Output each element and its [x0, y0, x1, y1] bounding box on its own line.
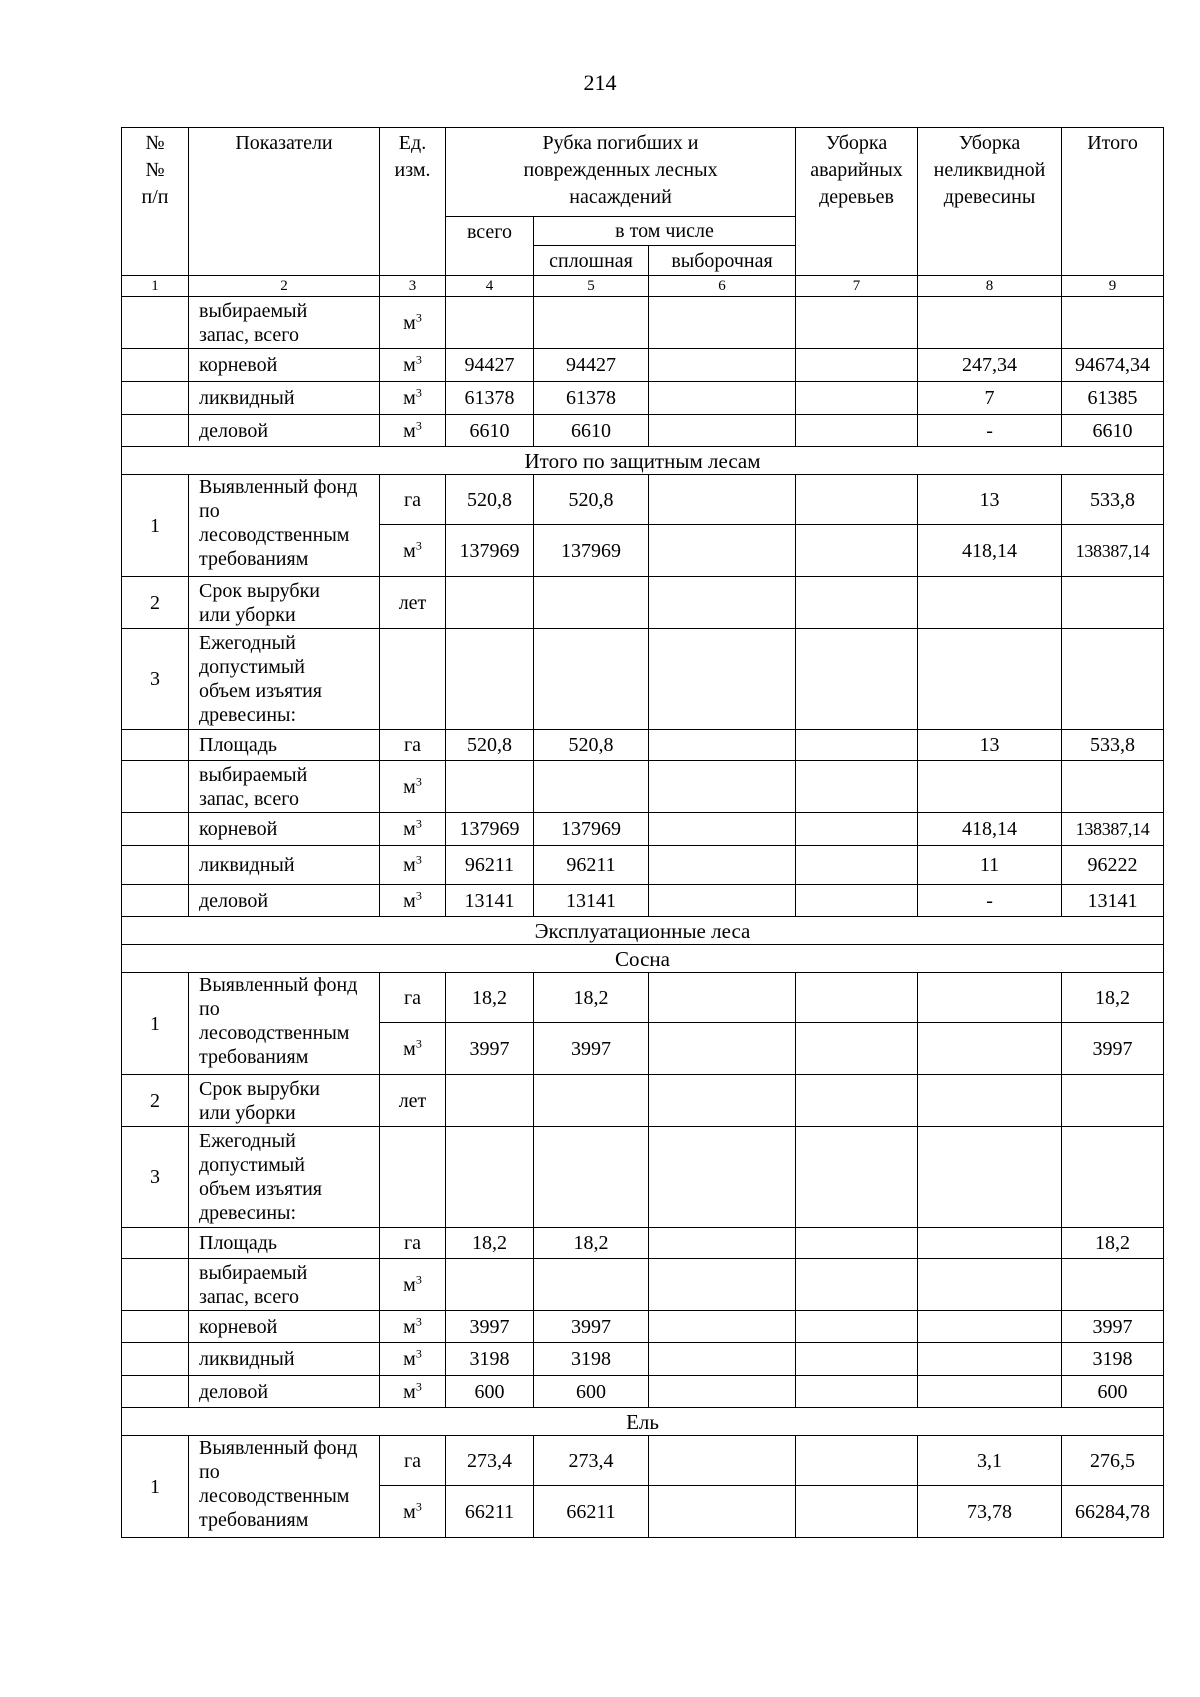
table-row: 3 Ежегодный допустимый объем изъятия древесины:: [122, 629, 1164, 730]
table-row: корневой $м^3$ 3997 3997 3997: [122, 1311, 1164, 1343]
table-row: ликвидный $м^3$ 61378 61378 7 61385: [122, 382, 1164, 415]
page-number: 214: [583, 70, 617, 95]
table-row: 2 Срок вырубки или уборки лет: [122, 577, 1164, 629]
table-row: выбираемый запас, всего $м^3$: [122, 761, 1164, 813]
table-row: 1 Выявленный фонд по лесоводственным требованиям га 273,4 273,4 3,1 276,5: [122, 1436, 1164, 1486]
table-row: $м^3$ 3997 3997 3997: [122, 1023, 1164, 1075]
header-illiquid-wood: Уборка неликвидной древесины: [918, 128, 1062, 276]
table-row: деловой $м^3$ 13141 13141 - 13141: [122, 885, 1164, 917]
table-row: выбираемый запас, всего $м^3$: [122, 297, 1164, 349]
header-number: № № п/п: [122, 128, 189, 276]
table-row: корневой $м^3$ 137969 137969 418,14 138387,14: [122, 813, 1164, 846]
table-row: ликвидный $м^3$ 96211 96211 11 96222: [122, 846, 1164, 885]
table-row: Площадь га 18,2 18,2 18,2: [122, 1228, 1164, 1259]
header-indicators: Показатели: [189, 128, 380, 276]
table-row: деловой $м^3$ 6610 6610 - 6610: [122, 415, 1164, 447]
section-species-spruce: Ель: [122, 1408, 1164, 1436]
section-title-row: [122, 945, 1164, 973]
table-row: корневой $м^3$ 94427 94427 247,34 94674,34: [122, 349, 1164, 382]
section-title-row: [122, 1408, 1164, 1436]
column-numbers-row: 1 2 3 4 5 6 7 8 9: [122, 276, 1164, 297]
table-row: Площадь га 520,8 520,8 13 533,8: [122, 730, 1164, 761]
table-row: 3 Ежегодный допустимый объем изъятия древесины:: [122, 1127, 1164, 1228]
header-emergency-trees: Уборка аварийных деревьев: [796, 128, 918, 276]
table-row: $м^3$ 66211 66211 73,78 66284,78: [122, 1486, 1164, 1538]
section-title-row: [122, 447, 1164, 475]
header-selective-cut: выборочная: [649, 246, 796, 276]
table-row: выбираемый запас, всего $м^3$: [122, 1259, 1164, 1311]
section-exploitation-forests: Эксплуатационные леса: [122, 917, 1164, 945]
table-row: ликвидный $м^3$ 3198 3198 3198: [122, 1343, 1164, 1376]
section-title-row: [122, 917, 1164, 945]
header-total-felling: всего: [446, 217, 534, 276]
header-including: в том числе: [534, 217, 796, 246]
header-clear-cut: сплошная: [534, 246, 649, 276]
header-felling-group: Рубка погибших и поврежденных лесных насаждений: [446, 128, 796, 217]
table-row: деловой $м^3$ 600 600 600: [122, 1376, 1164, 1408]
section-protective-total: Итого по защитным лесам: [122, 447, 1164, 475]
forest-indicators-table: [121, 127, 1164, 1538]
header-total: Итого: [1062, 128, 1164, 276]
header-unit: Ед. изм.: [380, 128, 446, 276]
table-row: $м^3$ 137969 137969 418,14 138387,14: [122, 525, 1164, 577]
table-row: 1 Выявленный фонд по лесоводственным требованиям га 520,8 520,8 13 533,8: [122, 475, 1164, 525]
section-species-pine: Сосна: [122, 945, 1164, 973]
table-row: 2 Срок вырубки или уборки лет: [122, 1075, 1164, 1127]
table-row: 1 Выявленный фонд по лесоводственным требованиям га 18,2 18,2 18,2: [122, 973, 1164, 1023]
